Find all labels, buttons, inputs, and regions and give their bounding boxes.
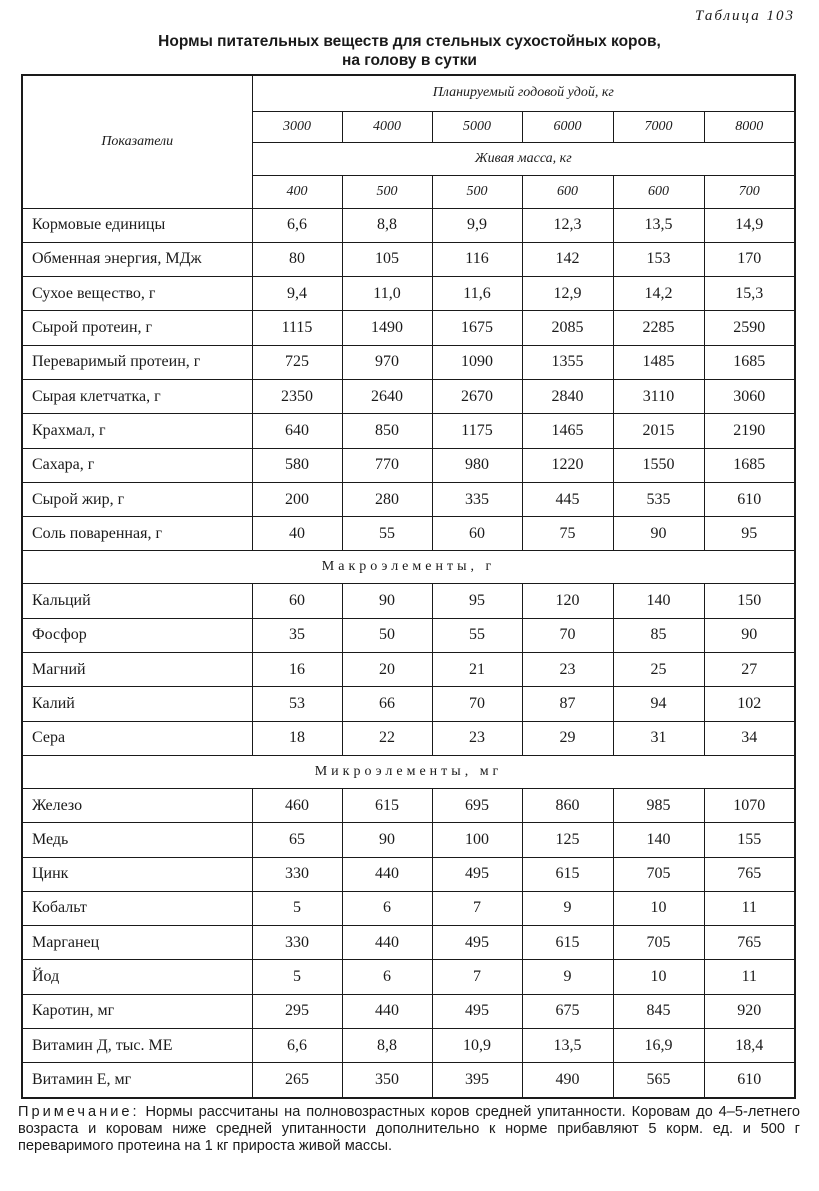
cell-value: 440 — [342, 857, 432, 891]
table-row — [22, 414, 795, 448]
footnote — [18, 1104, 800, 1155]
yield-value: 3000 — [252, 111, 342, 142]
cell-value: 970 — [342, 345, 432, 379]
cell-value: 35 — [252, 618, 342, 652]
table-row — [22, 926, 795, 960]
cell-value: 125 — [522, 823, 613, 857]
cell-value: 610 — [704, 1063, 795, 1098]
cell-value: 850 — [342, 414, 432, 448]
cell-value: 12,3 — [522, 208, 613, 242]
cell-value: 13,5 — [613, 208, 704, 242]
table-row — [22, 242, 795, 276]
mass-value: 600 — [522, 175, 613, 208]
cell-value: 495 — [432, 994, 522, 1028]
cell-value: 2640 — [342, 379, 432, 413]
cell-value: 335 — [432, 482, 522, 516]
cell-value: 200 — [252, 482, 342, 516]
cell-value: 16,9 — [613, 1029, 704, 1063]
cell-value: 330 — [252, 857, 342, 891]
cell-value: 2590 — [704, 311, 795, 345]
cell-value: 95 — [432, 584, 522, 618]
yield-value: 5000 — [432, 111, 522, 142]
cell-value: 265 — [252, 1063, 342, 1098]
cell-value: 105 — [342, 242, 432, 276]
row-label: Обменная энергия, МДж — [22, 242, 252, 276]
cell-value: 765 — [704, 857, 795, 891]
table-row — [22, 687, 795, 721]
table-row — [22, 208, 795, 242]
cell-value: 23 — [522, 653, 613, 687]
table-row — [22, 1029, 795, 1063]
cell-value: 8,8 — [342, 208, 432, 242]
cell-value: 495 — [432, 857, 522, 891]
row-label: Витамин Д, тыс. МЕ — [22, 1029, 252, 1063]
title-line-2: на голову в сутки — [342, 52, 477, 69]
cell-value: 34 — [704, 721, 795, 755]
cell-value: 75 — [522, 517, 613, 551]
page-title — [0, 32, 819, 70]
yield-value: 7000 — [613, 111, 704, 142]
cell-value: 350 — [342, 1063, 432, 1098]
cell-value: 12,9 — [522, 277, 613, 311]
cell-value: 845 — [613, 994, 704, 1028]
cell-value: 29 — [522, 721, 613, 755]
cell-value: 2285 — [613, 311, 704, 345]
cell-value: 615 — [522, 857, 613, 891]
cell-value: 445 — [522, 482, 613, 516]
cell-value: 1175 — [432, 414, 522, 448]
cell-value: 565 — [613, 1063, 704, 1098]
cell-value: 100 — [432, 823, 522, 857]
cell-value: 610 — [704, 482, 795, 516]
cell-value: 2085 — [522, 311, 613, 345]
table-row — [22, 1063, 795, 1098]
table-row — [22, 379, 795, 413]
cell-value: 10,9 — [432, 1029, 522, 1063]
cell-value: 1070 — [704, 788, 795, 822]
table-row — [22, 448, 795, 482]
cell-value: 23 — [432, 721, 522, 755]
table-row — [22, 653, 795, 687]
cell-value: 22 — [342, 721, 432, 755]
cell-value: 140 — [613, 584, 704, 618]
cell-value: 395 — [432, 1063, 522, 1098]
row-label: Железо — [22, 788, 252, 822]
table-row — [22, 960, 795, 994]
cell-value: 53 — [252, 687, 342, 721]
cell-value: 11,0 — [342, 277, 432, 311]
cell-value: 9,9 — [432, 208, 522, 242]
cell-value: 6 — [342, 960, 432, 994]
cell-value: 13,5 — [522, 1029, 613, 1063]
cell-value: 8,8 — [342, 1029, 432, 1063]
title-line-1: Нормы питательных веществ для стельных сухостойных коров, — [158, 33, 661, 50]
cell-value: 580 — [252, 448, 342, 482]
cell-value: 705 — [613, 926, 704, 960]
cell-value: 140 — [613, 823, 704, 857]
cell-value: 11,6 — [432, 277, 522, 311]
cell-value: 10 — [613, 960, 704, 994]
cell-value: 66 — [342, 687, 432, 721]
cell-value: 860 — [522, 788, 613, 822]
cell-value: 695 — [432, 788, 522, 822]
cell-value: 60 — [252, 584, 342, 618]
cell-value: 80 — [252, 242, 342, 276]
table-row — [22, 584, 795, 618]
mass-value: 400 — [252, 175, 342, 208]
cell-value: 9,4 — [252, 277, 342, 311]
cell-value: 55 — [342, 517, 432, 551]
table-row — [22, 857, 795, 891]
nutrient-norms-table — [21, 74, 796, 1099]
row-label: Фосфор — [22, 618, 252, 652]
cell-value: 90 — [704, 618, 795, 652]
cell-value: 705 — [613, 857, 704, 891]
cell-value: 535 — [613, 482, 704, 516]
cell-value: 1550 — [613, 448, 704, 482]
cell-value: 21 — [432, 653, 522, 687]
cell-value: 1490 — [342, 311, 432, 345]
row-label: Марганец — [22, 926, 252, 960]
live-mass-header: Живая масса, кг — [252, 142, 795, 175]
cell-value: 980 — [432, 448, 522, 482]
table-row — [22, 788, 795, 822]
cell-value: 5 — [252, 891, 342, 925]
table-number-label: Таблица 103 — [695, 8, 795, 24]
table-row — [22, 823, 795, 857]
cell-value: 142 — [522, 242, 613, 276]
cell-value: 770 — [342, 448, 432, 482]
row-label: Магний — [22, 653, 252, 687]
cell-value: 615 — [342, 788, 432, 822]
table-row — [22, 277, 795, 311]
row-label: Цинк — [22, 857, 252, 891]
row-label: Сахара, г — [22, 448, 252, 482]
cell-value: 6,6 — [252, 1029, 342, 1063]
row-label: Сырой протеин, г — [22, 311, 252, 345]
yield-value: 8000 — [704, 111, 795, 142]
cell-value: 985 — [613, 788, 704, 822]
cell-value: 150 — [704, 584, 795, 618]
cell-value: 18,4 — [704, 1029, 795, 1063]
cell-value: 11 — [704, 960, 795, 994]
row-label: Йод — [22, 960, 252, 994]
cell-value: 120 — [522, 584, 613, 618]
cell-value: 1220 — [522, 448, 613, 482]
cell-value: 765 — [704, 926, 795, 960]
footnote-label: Примечание: — [18, 1104, 140, 1120]
cell-value: 440 — [342, 926, 432, 960]
cell-value: 14,9 — [704, 208, 795, 242]
row-label: Витамин Е, мг — [22, 1063, 252, 1098]
cell-value: 1685 — [704, 448, 795, 482]
macro-section-header: Макроэлементы, г — [22, 551, 795, 584]
row-label: Сера — [22, 721, 252, 755]
cell-value: 153 — [613, 242, 704, 276]
cell-value: 90 — [613, 517, 704, 551]
row-label: Медь — [22, 823, 252, 857]
cell-value: 6 — [342, 891, 432, 925]
indicator-header: Показатели — [22, 75, 252, 208]
table-row — [22, 721, 795, 755]
cell-value: 94 — [613, 687, 704, 721]
cell-value: 87 — [522, 687, 613, 721]
cell-value: 9 — [522, 960, 613, 994]
cell-value: 60 — [432, 517, 522, 551]
row-label: Кобальт — [22, 891, 252, 925]
cell-value: 55 — [432, 618, 522, 652]
table-row — [22, 517, 795, 551]
cell-value: 5 — [252, 960, 342, 994]
row-label: Кальций — [22, 584, 252, 618]
cell-value: 920 — [704, 994, 795, 1028]
cell-value: 675 — [522, 994, 613, 1028]
mass-value: 700 — [704, 175, 795, 208]
macro-section-header-row — [22, 551, 795, 584]
row-label: Сухое вещество, г — [22, 277, 252, 311]
cell-value: 15,3 — [704, 277, 795, 311]
yield-value: 4000 — [342, 111, 432, 142]
footnote-text: Нормы рассчитаны на полновозрастных коров средней упитанности. Коровам до 4–5-летнего возраста и коровам ниже средней упитанности дополнительно к норме прибавляют 5 корм. ед. и 500 г переваримого протеина на 1 кг прироста живой массы. — [18, 1104, 800, 1154]
cell-value: 6,6 — [252, 208, 342, 242]
cell-value: 155 — [704, 823, 795, 857]
cell-value: 2840 — [522, 379, 613, 413]
row-label: Каротин, мг — [22, 994, 252, 1028]
micro-section-header-row — [22, 755, 795, 788]
cell-value: 1675 — [432, 311, 522, 345]
cell-value: 640 — [252, 414, 342, 448]
cell-value: 330 — [252, 926, 342, 960]
table-row — [22, 891, 795, 925]
mass-value: 600 — [613, 175, 704, 208]
cell-value: 40 — [252, 517, 342, 551]
cell-value: 10 — [613, 891, 704, 925]
row-label: Кормовые единицы — [22, 208, 252, 242]
table-row — [22, 994, 795, 1028]
cell-value: 70 — [432, 687, 522, 721]
cell-value: 1355 — [522, 345, 613, 379]
row-label: Крахмал, г — [22, 414, 252, 448]
row-label: Соль поваренная, г — [22, 517, 252, 551]
cell-value: 3110 — [613, 379, 704, 413]
cell-value: 725 — [252, 345, 342, 379]
cell-value: 440 — [342, 994, 432, 1028]
cell-value: 16 — [252, 653, 342, 687]
row-label: Переваримый протеин, г — [22, 345, 252, 379]
cell-value: 495 — [432, 926, 522, 960]
cell-value: 7 — [432, 891, 522, 925]
cell-value: 14,2 — [613, 277, 704, 311]
cell-value: 25 — [613, 653, 704, 687]
yield-value: 6000 — [522, 111, 613, 142]
table-row — [22, 618, 795, 652]
cell-value: 1685 — [704, 345, 795, 379]
cell-value: 95 — [704, 517, 795, 551]
cell-value: 102 — [704, 687, 795, 721]
cell-value: 170 — [704, 242, 795, 276]
yield-header: Планируемый годовой удой, кг — [252, 75, 795, 111]
cell-value: 70 — [522, 618, 613, 652]
mass-value: 500 — [432, 175, 522, 208]
cell-value: 65 — [252, 823, 342, 857]
cell-value: 2190 — [704, 414, 795, 448]
cell-value: 31 — [613, 721, 704, 755]
cell-value: 615 — [522, 926, 613, 960]
table-row — [22, 345, 795, 379]
cell-value: 3060 — [704, 379, 795, 413]
cell-value: 1485 — [613, 345, 704, 379]
cell-value: 280 — [342, 482, 432, 516]
cell-value: 490 — [522, 1063, 613, 1098]
cell-value: 1115 — [252, 311, 342, 345]
table-row — [22, 482, 795, 516]
cell-value: 11 — [704, 891, 795, 925]
mass-value: 500 — [342, 175, 432, 208]
cell-value: 2350 — [252, 379, 342, 413]
cell-value: 1465 — [522, 414, 613, 448]
cell-value: 2015 — [613, 414, 704, 448]
cell-value: 27 — [704, 653, 795, 687]
cell-value: 90 — [342, 823, 432, 857]
cell-value: 460 — [252, 788, 342, 822]
cell-value: 9 — [522, 891, 613, 925]
row-label: Сырой жир, г — [22, 482, 252, 516]
cell-value: 20 — [342, 653, 432, 687]
cell-value: 116 — [432, 242, 522, 276]
cell-value: 2670 — [432, 379, 522, 413]
table-row — [22, 311, 795, 345]
row-label: Калий — [22, 687, 252, 721]
cell-value: 1090 — [432, 345, 522, 379]
micro-section-header: Микроэлементы, мг — [22, 755, 795, 788]
cell-value: 90 — [342, 584, 432, 618]
cell-value: 85 — [613, 618, 704, 652]
row-label: Сырая клетчатка, г — [22, 379, 252, 413]
cell-value: 18 — [252, 721, 342, 755]
cell-value: 7 — [432, 960, 522, 994]
cell-value: 50 — [342, 618, 432, 652]
cell-value: 295 — [252, 994, 342, 1028]
